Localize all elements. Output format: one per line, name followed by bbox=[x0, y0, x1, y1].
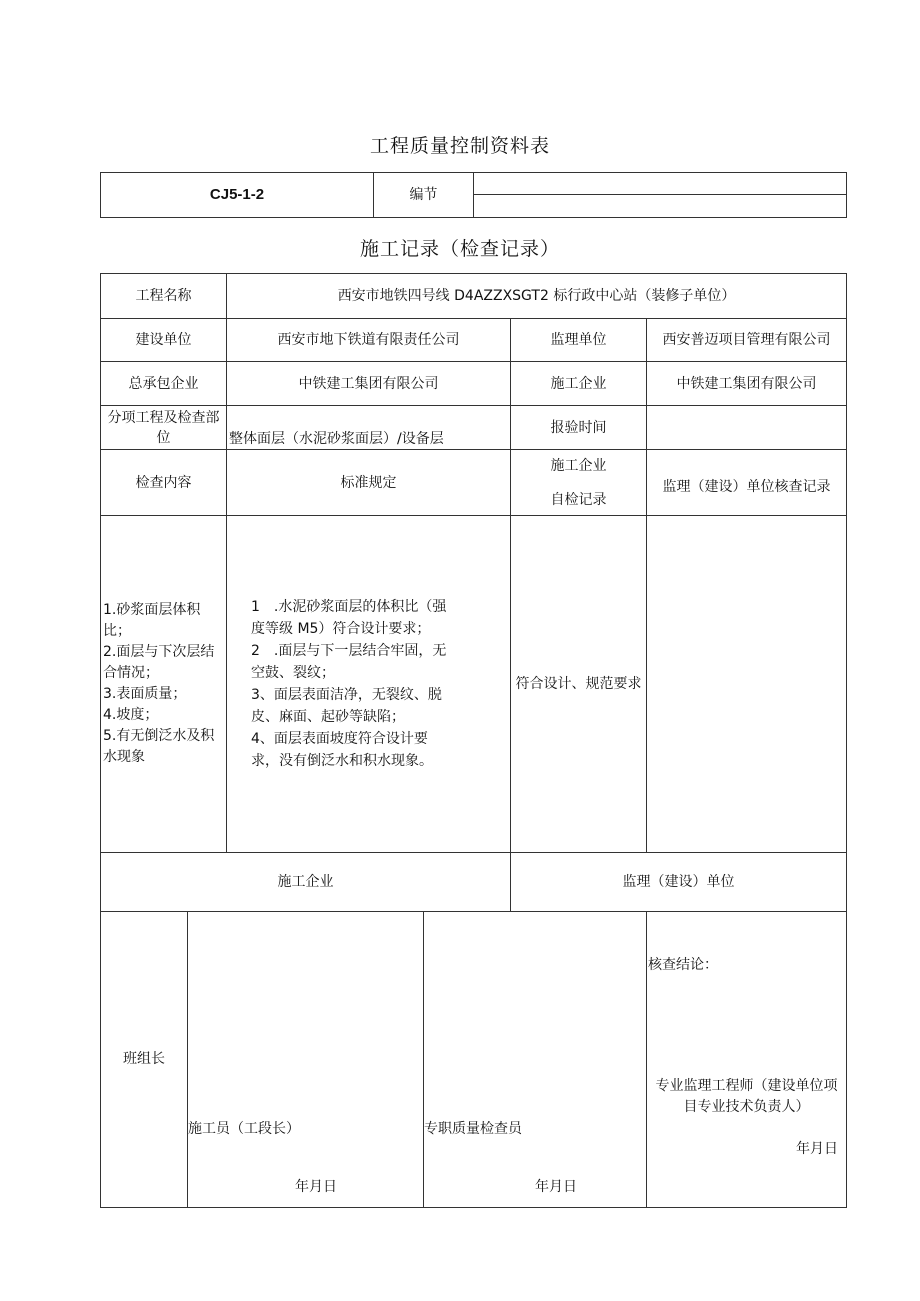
supervision-result[interactable] bbox=[647, 516, 847, 853]
subitem-label: 分项工程及检查部位 bbox=[101, 406, 227, 450]
standard-item: 2 .面层与下一层结合牢固，无空鼓、裂纹； bbox=[251, 643, 447, 681]
inspector-sign-cell[interactable] bbox=[424, 912, 647, 1208]
subitem-value: 整体面层（水泥砂浆面层）/设备层 bbox=[227, 406, 511, 450]
team-leader-cell[interactable] bbox=[101, 912, 188, 1208]
worker-sign-cell[interactable] bbox=[188, 912, 424, 1208]
col-self-check bbox=[511, 450, 647, 516]
self-check-result: 符合设计、规范要求 bbox=[511, 516, 647, 853]
check-item: 2.面层与下次层结合情况； bbox=[103, 644, 215, 681]
col-check-content: 检查内容 bbox=[101, 450, 227, 516]
col-supervision-record: 监理（建设）单位核查记录 bbox=[647, 450, 847, 516]
record-table bbox=[100, 273, 847, 1208]
col-self-check-line1: 施工企业 bbox=[550, 457, 607, 474]
project-name-label: 工程名称 bbox=[101, 274, 227, 319]
report-time-value[interactable] bbox=[647, 406, 847, 450]
team-leader-label: 班组长 bbox=[123, 1051, 165, 1067]
standards-cell bbox=[227, 516, 511, 853]
builder-label: 建设单位 bbox=[101, 319, 227, 362]
col-self-check-line2: 自检记录 bbox=[550, 491, 607, 508]
project-name-value: 西安市地铁四号线 D4AZZXSGT2 标行政中心站（装修子单位） bbox=[227, 274, 847, 319]
check-item: 1.砂浆面层体积比； bbox=[103, 602, 201, 639]
constructor-label: 施工企业 bbox=[511, 362, 647, 406]
col-standard: 标准规定 bbox=[227, 450, 511, 516]
check-item: 4.坡度； bbox=[103, 707, 159, 723]
page-title: 工程质量控制资料表 bbox=[369, 135, 550, 157]
bianjie-value-top[interactable] bbox=[474, 173, 847, 195]
header-table bbox=[100, 172, 847, 218]
check-item: 5.有无倒泛水及积水现象 bbox=[103, 728, 215, 765]
worker-label: 施工员（工段长） bbox=[188, 1121, 300, 1137]
supervisor-sign-cell[interactable] bbox=[647, 912, 847, 1208]
constructor-value: 中铁建工集团有限公司 bbox=[647, 362, 847, 406]
check-item: 3.表面质量； bbox=[103, 686, 187, 702]
supervisor-date: 年月日 bbox=[796, 1141, 838, 1157]
supervisor-label: 监理单位 bbox=[511, 319, 647, 362]
form-code: CJ5-1-2 bbox=[101, 173, 374, 218]
inspector-label: 专职质量检查员 bbox=[424, 1121, 522, 1137]
standard-item: 3、面层表面洁净，无裂纹、脱皮、麻面、起砂等缺陷； bbox=[251, 687, 442, 725]
engineer-label: 专业监理工程师（建设单位项目专业技术负责人） bbox=[655, 1078, 838, 1115]
supervisor-value: 西安普迈项目管理有限公司 bbox=[647, 319, 847, 362]
bianjie-label: 编节 bbox=[374, 173, 474, 218]
sig-constructor-header: 施工企业 bbox=[101, 853, 511, 912]
standard-item: 1 .水泥砂浆面层的体积比（强度等级 M5）符合设计要求； bbox=[251, 599, 447, 637]
standard-item: 4、面层表面坡度符合设计要求，没有倒泛水和积水现象。 bbox=[251, 731, 433, 769]
conclusion-label: 核查结论： bbox=[648, 957, 718, 973]
general-contractor-value: 中铁建工集团有限公司 bbox=[227, 362, 511, 406]
general-contractor-label: 总承包企业 bbox=[101, 362, 227, 406]
report-time-label: 报验时间 bbox=[511, 406, 647, 450]
builder-value: 西安市地下铁道有限责任公司 bbox=[227, 319, 511, 362]
inspector-date: 年月日 bbox=[535, 1179, 577, 1195]
record-title: 施工记录（检查记录） bbox=[359, 238, 560, 260]
bianjie-value-bottom[interactable] bbox=[474, 195, 847, 218]
sig-supervisor-header: 监理（建设）单位 bbox=[511, 853, 847, 912]
check-items-cell bbox=[101, 516, 227, 853]
worker-date: 年月日 bbox=[295, 1179, 337, 1195]
